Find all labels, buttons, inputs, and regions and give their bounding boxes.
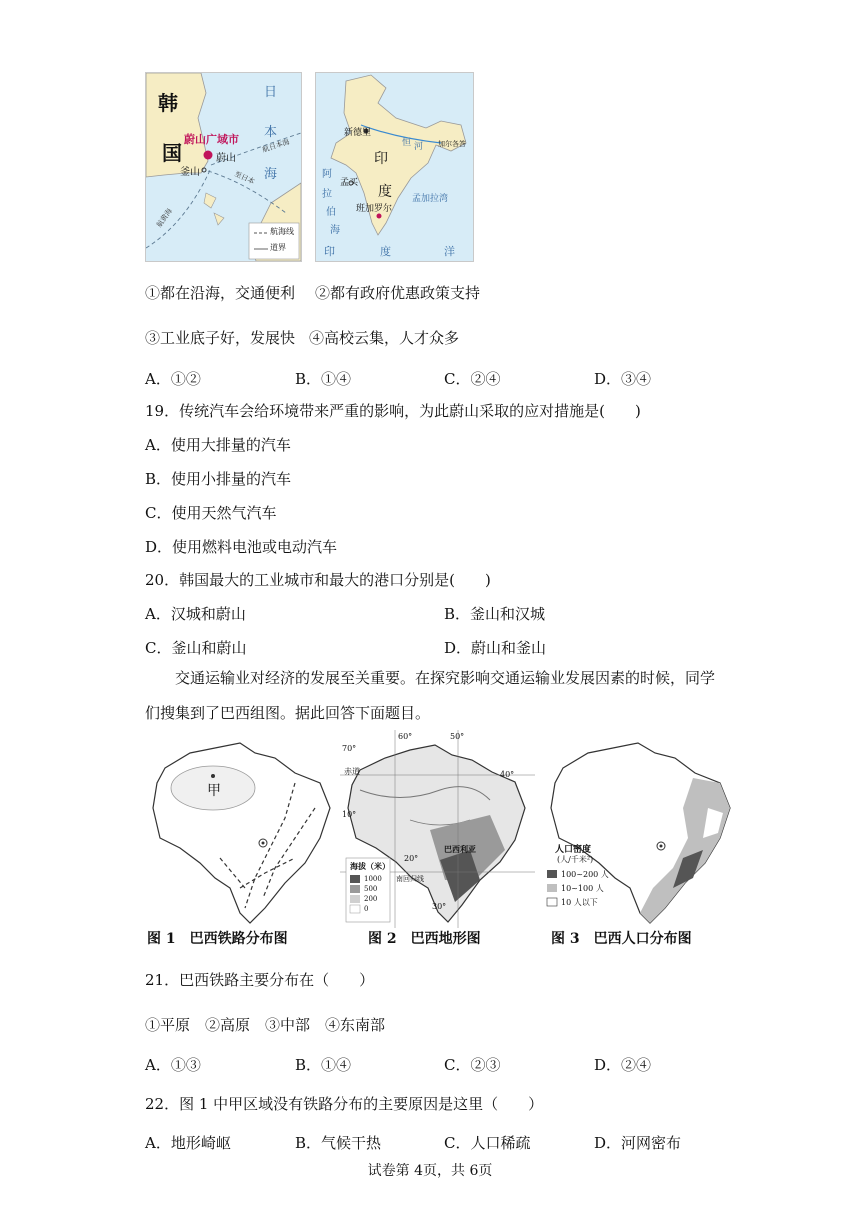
brasilia-marker-icon (262, 842, 265, 845)
q21-option-b[interactable]: B．①④ (295, 1056, 352, 1074)
map-korea-ulsan (145, 72, 302, 262)
fig2-lat-30: 30° (432, 902, 447, 911)
indian-ocean-label-yang: 洋 (444, 245, 455, 258)
fig3-caption: 图 3 巴西人口分布图 (551, 931, 692, 947)
fig2-legend-0: 0 (364, 905, 369, 913)
q19-option-d[interactable]: D．使用燃料电池或电动汽车 (145, 538, 338, 556)
q19-option-b[interactable]: B．使用小排量的汽车 (145, 470, 292, 488)
brazil-fig2-terrain-map (340, 730, 535, 953)
bay-of-bengal-label: 孟加拉湾 (412, 194, 449, 204)
newdelhi-label: 新德里 (344, 128, 372, 138)
q18-statement-1: ①都在沿海，交通便利 (145, 284, 296, 302)
busan-label: 釜山 (180, 167, 200, 178)
q18-option-a[interactable]: A．①② (145, 370, 201, 388)
fig3-legend-title: 人口密度 (555, 845, 592, 855)
q20-option-d[interactable]: D．蔚山和釜山 (444, 639, 547, 657)
q20-option-a[interactable]: A．汉城和蔚山 (145, 605, 246, 623)
japan-sea-label-ri: 日 (264, 85, 278, 100)
fig2-tropic-label: 南回归线 (396, 875, 424, 883)
q21-stem: 21．巴西铁路主要分布在（ ） (145, 971, 375, 989)
fig3-legend-unit: (人/千米²) (557, 855, 594, 864)
q19-option-c[interactable]: C．使用天然气汽车 (145, 504, 277, 522)
arabian-sea-label-hai: 海 (330, 225, 340, 236)
q18-option-c[interactable]: C．②④ (444, 370, 501, 388)
fig2-lon-60: 60° (398, 732, 413, 741)
q22-stem: 22．图 1 中甲区域没有铁路分布的主要原因是这里（ ） (145, 1095, 544, 1113)
legend-shipping-route: 航海线 (270, 227, 294, 236)
fig2-caption: 图 2 巴西地形图 (368, 931, 481, 947)
bangalore-label: 班加罗尔 (356, 204, 393, 214)
fig2-legend-1000: 1000 (364, 875, 382, 883)
passage-line-1: 交通运输业对经济的发展至关重要。在探究影响交通运输业发展因素的时候，同学 (175, 669, 716, 687)
q19-stem: 19．传统汽车会给环境带来严重的影响，为此蔚山采取的应对措施是( ) (145, 402, 641, 420)
mumbai-label: 孟买 (340, 178, 359, 188)
legend-province-border: 道界 (270, 243, 286, 252)
q18-option-b[interactable]: B．①④ (295, 370, 352, 388)
fig2-legend-500: 500 (364, 885, 378, 893)
bangalore-marker-icon (377, 214, 382, 219)
q22-option-b[interactable]: B．气候干热 (295, 1134, 382, 1152)
ulsan-marker-icon (204, 151, 213, 160)
passage-line-2: 们搜集到了巴西组图。据此回答下面题目。 (145, 704, 431, 722)
indian-ocean-label-yin: 印 (324, 245, 335, 258)
q22-option-d[interactable]: D．河网密布 (594, 1134, 682, 1152)
fig2-lon-50: 50° (450, 732, 465, 741)
ganges-label-heng: 恒 (402, 138, 412, 148)
page-footer: 试卷第 4页，共 6页 (367, 1163, 493, 1179)
indian-ocean-label-du: 度 (380, 245, 391, 258)
q19-option-a[interactable]: A．使用大排量的汽车 (145, 436, 291, 454)
india-label-yin: 印 (374, 151, 388, 167)
map-india (315, 72, 474, 262)
route-label-to-japan: 至日本 (233, 169, 256, 187)
fig1-region-jia-label: 甲 (207, 783, 221, 799)
fig2-brasilia-label: 巴西利亚 (444, 844, 476, 854)
fig2-lat-20: 20° (404, 854, 419, 863)
q18-statement-4: ④高校云集，人才众多 (309, 329, 460, 347)
q20-option-c[interactable]: C．釜山和蔚山 (145, 639, 247, 657)
ulsan-label: 蔚山 (216, 153, 236, 164)
brazil-fig3-population-map (543, 738, 738, 953)
india-label-du: 度 (378, 184, 392, 200)
fig3-legend-mid: 10~100 人 (561, 884, 604, 893)
q21-option-d[interactable]: D．②④ (594, 1056, 652, 1074)
q18-statements-row2 (145, 327, 459, 348)
ganges-label-he: 河 (414, 142, 424, 152)
korea-label-han: 韩 (158, 91, 178, 115)
arabian-sea-label-la: 拉 (322, 189, 332, 200)
fig3-legend-low: 10 人以下 (561, 898, 598, 907)
ulsan-metro-label: 蔚山广域市 (184, 133, 239, 146)
korea-label-guo: 国 (162, 141, 182, 165)
fig2-legend-200: 200 (364, 895, 378, 903)
q20-option-b[interactable]: B．釜山和汉城 (444, 605, 546, 623)
q21-statements: ①平原 ②高原 ③中部 ④东南部 (145, 1016, 386, 1034)
q21-option-a[interactable]: A．①③ (145, 1056, 201, 1074)
route-label-yellow-sea: 航黄海 (155, 207, 174, 229)
fig2-lat-10: 10° (342, 810, 357, 819)
arabian-sea-label-bo: 伯 (326, 207, 336, 218)
q18-option-d[interactable]: D．③④ (594, 370, 652, 388)
japan-sea-label-ben: 本 (264, 125, 278, 140)
q20-stem: 20．韩国最大的工业城市和最大的港口分别是( ) (145, 571, 491, 589)
fig2-equator-label: 赤道 (344, 767, 360, 776)
japan-sea-label-hai: 海 (264, 167, 278, 182)
q21-option-c[interactable]: C．②③ (444, 1056, 501, 1074)
q22-option-a[interactable]: A．地形崎岖 (145, 1134, 231, 1152)
q18-statement-2: ②都有政府优惠政策支持 (315, 284, 481, 302)
q22-option-c[interactable]: C．人口稀疏 (444, 1134, 531, 1152)
q18-statements-row1 (145, 282, 480, 303)
arabian-sea-label-a: 阿 (322, 169, 332, 180)
fig3-legend-high: 100~200 人 (561, 870, 609, 879)
fig2-lon-70: 70° (342, 744, 357, 753)
q18-statement-3: ③工业底子好，发展快 (145, 329, 296, 347)
brazil-fig1-railway-map (145, 738, 335, 953)
fig2-lon-40: 40° (500, 770, 515, 779)
kolkata-label: 加尔各答 (438, 140, 466, 148)
brazil-railway-svg (145, 738, 335, 928)
fig2-legend-title: 海拔（米） (350, 861, 390, 871)
fig1-caption: 图 1 巴西铁路分布图 (147, 931, 288, 947)
brazil-passage (145, 661, 720, 731)
route-label-japan-sea: 航日本海 (261, 137, 291, 155)
